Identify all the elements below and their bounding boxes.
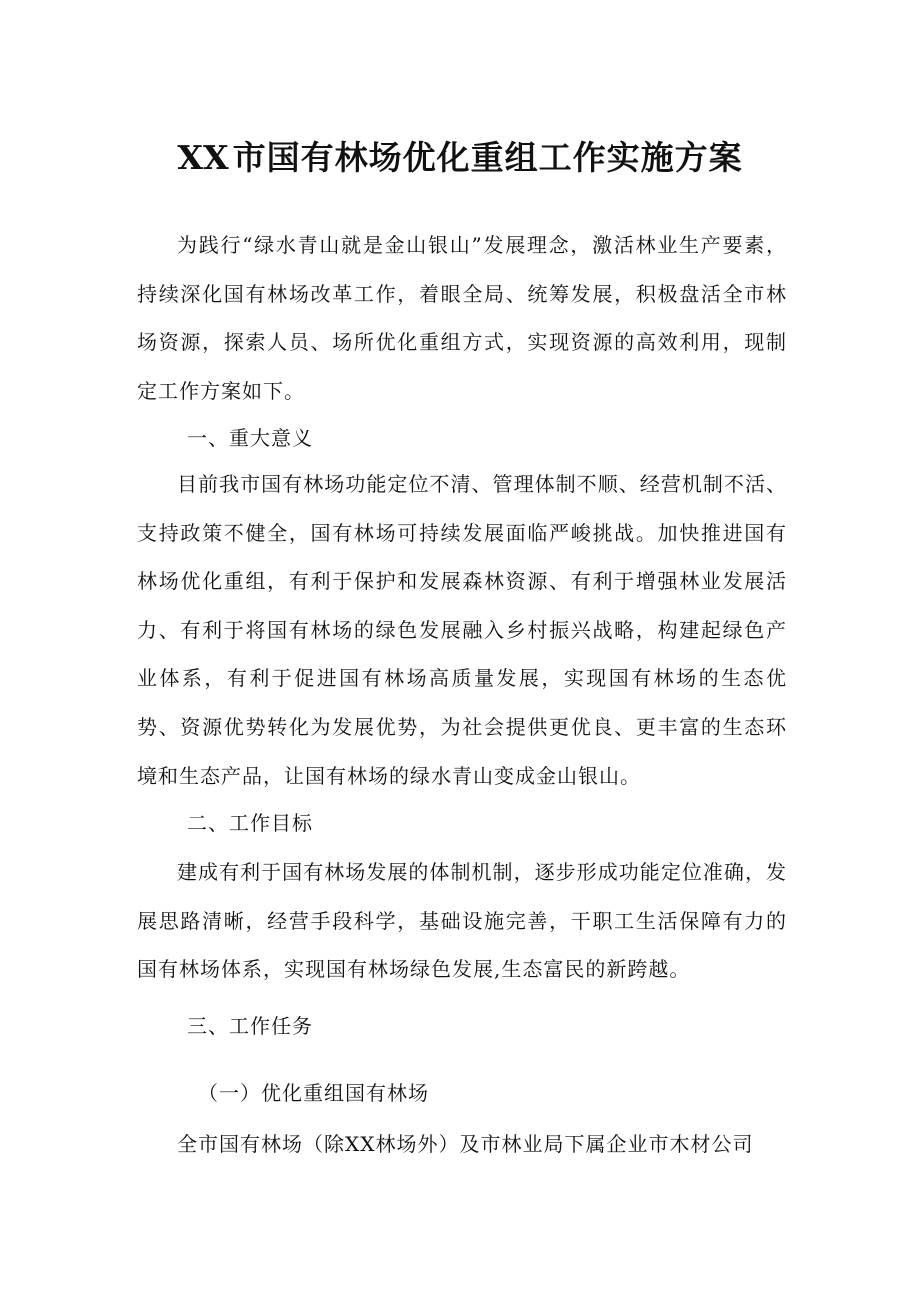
intro-paragraph: 为践行“绿水青山就是金山银山”发展理念，激活林业生产要素，持续深化国有林场改革工作，着眼全局、统筹发展，积极盘活全市林场资源，探索人员、场所优化重组方式，实现资源的高效利用，现制定工作方案如下。 [137,233,787,403]
section-heading-tasks: 三、工作任务 [187,1014,313,1038]
document-title [0,132,920,184]
subsection-body-reorganize: 全市国有林场（除XX林场外）及市林业局下属企业市木材公司 [177,1132,754,1156]
subsection-heading-reorganize: （一）优化重组国有林场 [198,1081,429,1105]
section-body-goals: 建成有利于国有林场发展的体制机制，逐步形成功能定位准确，发展思路清晰，经营手段科学，基础设施完善，干职工生活保障有力的国有林场体系，实现国有林场绿色发展,生态富民的新跨越。 [137,860,787,982]
title-main: 市国有林场优化重组工作实施方案 [232,138,743,177]
section-body-significance: 目前我市国有林场功能定位不清、管理体制不顺、经营机制不活、支持政策不健全，国有林场可持续发展面临严峻挑战。加快推进国有林场优化重组，有利于保护和发展森林资源、有利于增强林业发展活力、有利于将国有林场的绿色发展融入乡村振兴战略，构建起绿色产业体系，有利于促进国有林场高质量发展，实现国有林场的生态优势、资源优势转化为发展优势，为社会提供更优良、更丰富的生态环境和生态产品，让国有林场的绿水青山变成金山银山。 [137,472,787,788]
title-prefix: XX [177,138,229,177]
section-heading-goals: 二、工作目标 [187,811,313,835]
section-heading-significance: 一、重大意义 [187,426,313,450]
